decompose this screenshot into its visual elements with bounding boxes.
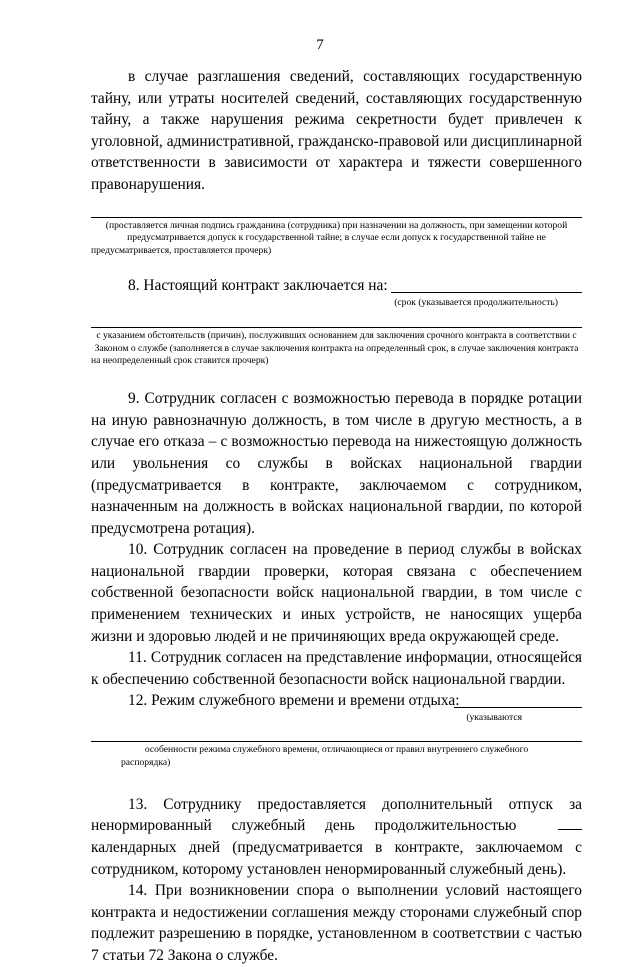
item-10: 10. Сотрудник согласен на проведение в период службы в войсках национальной гвардии проверки, которая связана с обеспечением собственной безопасности войск национальной гвардии, в том числе с применением технических и иных устройств, не наносящих ущерба жизни и здоровью людей и не причиняющих вреда окружающей среде. xyxy=(91,541,582,645)
item-14: 14. При возникновении спора о выполнении условий настоящего контракта и недостижении соглашения между сторонами служебный спор подлежит разрешению в порядке, установленном в соответствии с частью 7 статьи 72 Закона о службе. xyxy=(91,882,582,964)
item-8-reason-line xyxy=(91,327,582,328)
item-13-part1: 13. Сотруднику предоставляется дополнительный отпуск за ненормированный служебный день продолжительностью xyxy=(91,795,582,835)
item-12 xyxy=(91,690,582,769)
contract-body xyxy=(91,66,582,967)
item-8-hint: (срок (указывается продолжительность) xyxy=(394,296,558,308)
item-12-hint: (указываются xyxy=(466,712,522,724)
signature-line xyxy=(91,217,582,218)
page-number: 7 xyxy=(316,37,324,53)
item-8-term-field[interactable] xyxy=(391,292,582,293)
item-12-regime-line xyxy=(91,741,582,742)
item-8-label: 8. Настоящий контракт заключается на: xyxy=(128,276,388,294)
item-8-note: с указанием обстоятельств (причин), послуживших основанием для заключения срочного контракта в соответствии с Законом о службе (заполняется в случае заключения контракта на определенный срок, в случае заключения контракта на неопределенный срок ставится прочерк) xyxy=(91,329,579,367)
item-11: 11. Сотрудник согласен на представление информации, относящейся к обеспечению собственной безопасности войск национальной гвардии. xyxy=(91,649,582,688)
item-12-label: 12. Режим служебного времени и времени отдыха: xyxy=(128,692,460,710)
item-8 xyxy=(91,275,582,368)
item-12-note: особенности режима служебного времени, отличающиеся от правил внутреннего служебного распорядка) xyxy=(121,744,529,769)
item-13-first xyxy=(91,794,582,837)
item-13-part2: календарных дней (предусматривается в контракте, заключаемом с сотрудником, которому установлен ненормированный служебный день). xyxy=(91,839,582,878)
signature-note: (проставляется личная подпись гражданина (сотрудника) при назначении на должность, при замещении которой предусматривается допуск к государственной тайне; в случае если допуск к государственной тайне не предусматривается, проставляется прочерк) xyxy=(91,219,568,257)
item-9: 9. Сотрудник согласен с возможностью перевода в порядке ротации на иную равнозначную должность, в том числе в другую местность, а в случае его отказа – с возможностью перевода на нижестоящую должность или увольнения со службы в войсках национальной гвардии (предусматривается в контракте, заключаемом с сотрудником, назначенным на должность в войсках национальной гвардии, по которой предусмотрена ротация). xyxy=(91,390,582,537)
item-12-regime-field[interactable] xyxy=(454,707,582,708)
paragraph-confidentiality: в случае разглашения сведений, составляющих государственную тайну, или утраты носителей сведений, составляющих государственную тайну, а также нарушения режима секретности будет привлечен к уголовной, административной, гражданско-правовой или дисциплинарной ответственности в зависимости от характера и тяжести совершенного правонарушения. xyxy=(91,68,582,193)
item-13-days-field[interactable] xyxy=(558,815,582,830)
